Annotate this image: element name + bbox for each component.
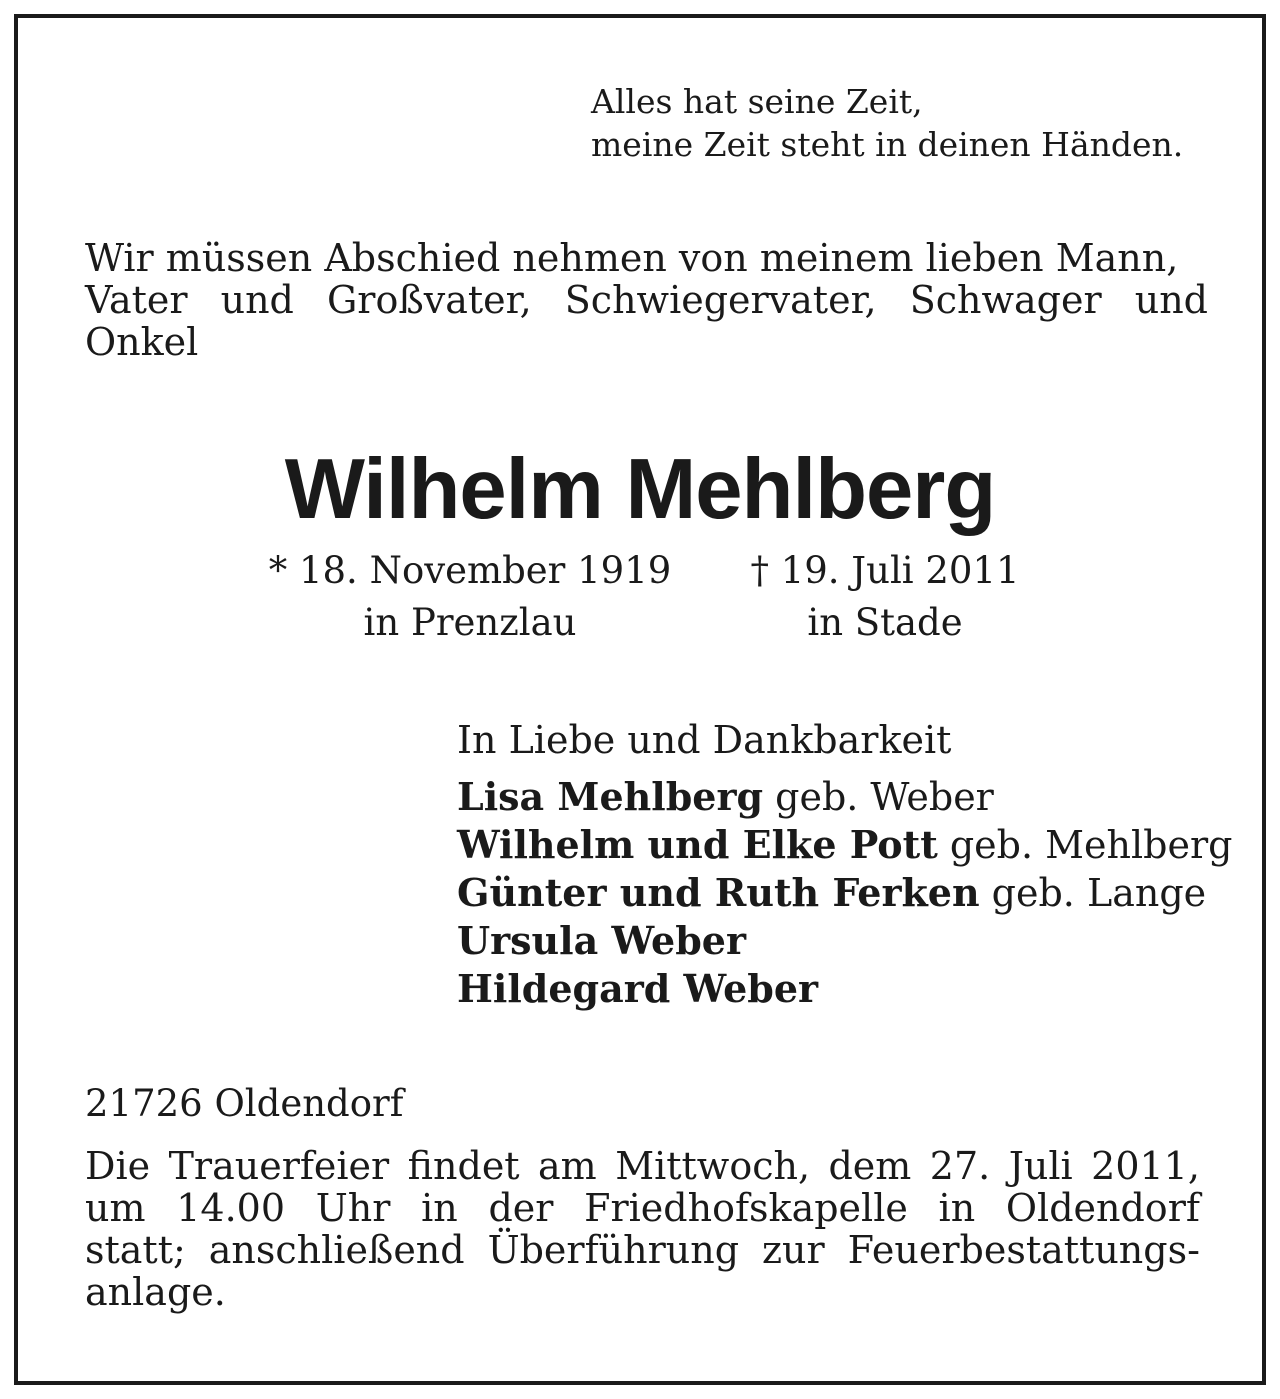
service-word: in: [938, 1186, 976, 1230]
mourner-name: Ursula Weber: [457, 918, 746, 963]
service-word: anschließend: [208, 1228, 465, 1272]
service-word: Überführung: [487, 1228, 740, 1272]
birth-info: [262, 545, 678, 649]
mourner-note: geb. Weber: [763, 775, 994, 819]
service-word: dem: [828, 1144, 912, 1188]
birth-date: * 18. November 1919: [268, 549, 672, 592]
service-word: am: [538, 1144, 597, 1188]
death-date: † 19. Juli 2011: [750, 549, 1020, 592]
mourner-entry: [457, 869, 1232, 917]
mourner-entry: [457, 821, 1232, 869]
death-place: in Stade: [807, 601, 963, 644]
mourner-entry: [457, 773, 1232, 821]
service-word: Die: [85, 1144, 151, 1188]
mourner-note: geb. Mehlberg: [937, 823, 1233, 867]
service-word: 2011,: [1091, 1144, 1200, 1188]
death-info: [740, 545, 1030, 649]
intro-word: Großvater,: [326, 278, 532, 322]
birth-place: in Prenzlau: [363, 601, 577, 644]
mourners-list: [457, 716, 1232, 1013]
service-word: Uhr: [315, 1186, 391, 1230]
motto-quote: [591, 80, 1183, 166]
deceased-name: Wilhelm Mehlberg: [284, 442, 996, 537]
intro-word: und: [1134, 278, 1208, 322]
service-word: Mittwoch,: [615, 1144, 811, 1188]
motto-line-2: meine Zeit steht in deinen Händen.: [591, 125, 1184, 164]
mourner-note: geb. Lange: [979, 871, 1207, 915]
intro-word: Schwiegervater,: [564, 278, 877, 322]
intro-line-2: [85, 279, 1208, 321]
motto-line-1: Alles hat seine Zeit,: [591, 82, 923, 121]
mourner-name: Günter und Ruth Ferken: [457, 870, 980, 915]
service-line-2: [85, 1187, 1200, 1229]
service-word: Trauerfeier: [168, 1144, 390, 1188]
service-line-4: anlage.: [85, 1270, 226, 1314]
service-word: Oldendorf: [1005, 1186, 1200, 1230]
mourner-name: Wilhelm und Elke Pott: [457, 822, 938, 867]
service-word: Friedhofskapelle: [584, 1186, 908, 1230]
service-word: findet: [407, 1144, 520, 1188]
service-word: 27.: [929, 1144, 991, 1188]
family-address: 21726 Oldendorf: [85, 1082, 404, 1125]
service-word: zur: [762, 1228, 825, 1272]
mourners-heading: In Liebe und Dankbarkeit: [457, 718, 952, 762]
service-word: der: [488, 1186, 554, 1230]
service-word: um: [85, 1186, 146, 1230]
service-word: in: [421, 1186, 458, 1230]
mourner-name: Lisa Mehlberg: [457, 774, 764, 819]
service-word: 14.00: [176, 1186, 286, 1230]
service-word: Juli: [1008, 1144, 1073, 1188]
intro-word: Schwager: [909, 278, 1102, 322]
intro-paragraph: [85, 237, 1208, 363]
intro-word: Vater: [85, 278, 188, 322]
mourner-name: Hildegard Weber: [457, 966, 819, 1011]
service-line-1: [85, 1145, 1200, 1187]
intro-line-3: Onkel: [85, 320, 199, 364]
mourner-entry: [457, 917, 1232, 965]
intro-line-1: Wir müssen Abschied nehmen von meinem lieben Mann,: [85, 236, 1179, 280]
service-word: Feuerbestattungs-: [847, 1228, 1200, 1272]
service-word: statt;: [85, 1228, 186, 1272]
intro-word: und: [220, 278, 294, 322]
funeral-service-paragraph: [85, 1145, 1200, 1313]
mourner-entry: [457, 965, 1232, 1013]
service-line-3: [85, 1229, 1200, 1271]
